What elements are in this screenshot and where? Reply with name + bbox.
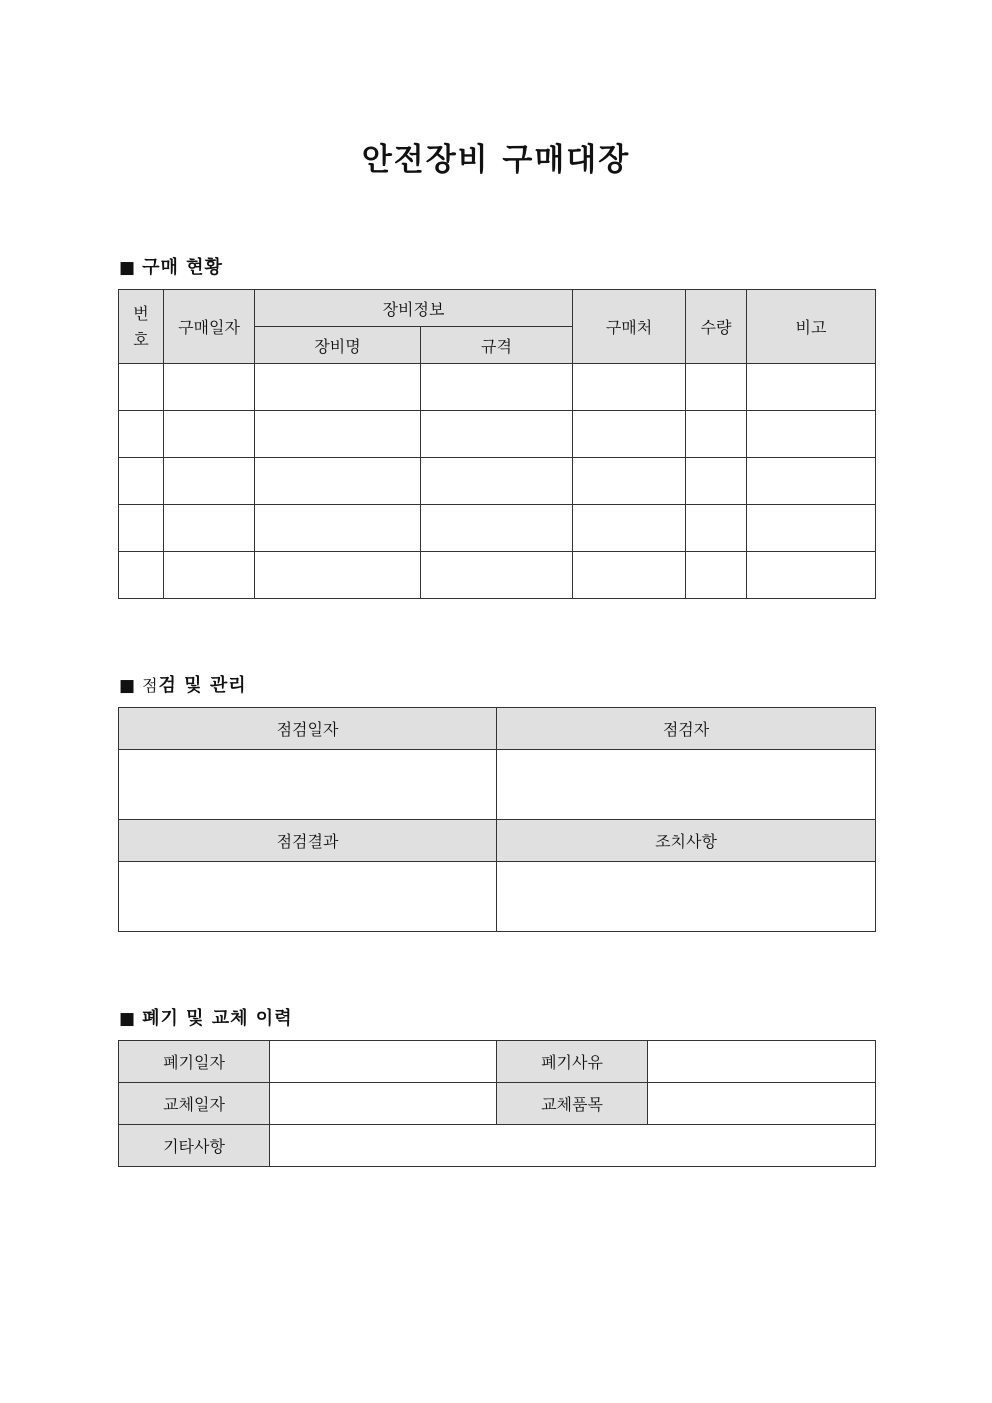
inspection-table	[118, 707, 876, 932]
cell-no[interactable]	[119, 458, 164, 505]
cell-equipment-name[interactable]	[255, 552, 421, 599]
table-row	[119, 458, 876, 505]
replacement-date-field[interactable]	[270, 1083, 497, 1125]
cell-quantity[interactable]	[686, 505, 747, 552]
cell-no[interactable]	[119, 505, 164, 552]
inspection-result-label: 점검결과	[119, 820, 497, 862]
section-heading-purchase	[119, 253, 223, 279]
inspection-date-field[interactable]	[119, 750, 497, 820]
cell-equipment-name[interactable]	[255, 458, 421, 505]
other-notes-field[interactable]	[270, 1125, 876, 1167]
other-notes-label: 기타사항	[119, 1125, 270, 1167]
section-heading-inspection-label: 검 및 관리	[158, 675, 247, 696]
cell-purchase-date[interactable]	[164, 411, 255, 458]
col-header-spec: 규격	[421, 327, 573, 364]
cell-spec[interactable]	[421, 458, 573, 505]
replacement-item-label: 교체품목	[497, 1083, 648, 1125]
disposal-reason-label: 폐기사유	[497, 1041, 648, 1083]
cell-spec[interactable]	[421, 505, 573, 552]
action-taken-label: 조치사항	[497, 820, 876, 862]
col-header-equipment-info: 장비정보	[255, 290, 573, 327]
cell-no[interactable]	[119, 552, 164, 599]
cell-purchase-date[interactable]	[164, 364, 255, 411]
col-header-quantity: 수량	[686, 290, 747, 364]
table-row	[119, 505, 876, 552]
cell-vendor[interactable]	[573, 364, 686, 411]
cell-vendor[interactable]	[573, 411, 686, 458]
cell-equipment-name[interactable]	[255, 505, 421, 552]
disposal-date-label: 폐기일자	[119, 1041, 270, 1083]
bullet-square-icon: ■	[119, 1009, 137, 1029]
cell-spec[interactable]	[421, 364, 573, 411]
disposal-reason-field[interactable]	[648, 1041, 876, 1083]
cell-quantity[interactable]	[686, 411, 747, 458]
section-heading-inspection-prefix: 점	[142, 676, 159, 695]
col-header-purchase-date: 구매일자	[164, 290, 255, 364]
section-heading-inspection	[119, 671, 247, 697]
page-title: 안전장비 구매대장	[361, 142, 631, 178]
cell-vendor[interactable]	[573, 458, 686, 505]
replacement-date-label: 교체일자	[119, 1083, 270, 1125]
table-row	[119, 364, 876, 411]
inspection-date-label: 점검일자	[119, 708, 497, 750]
table-row	[119, 411, 876, 458]
col-header-note: 비고	[747, 290, 876, 364]
purchase-table	[118, 289, 876, 599]
cell-quantity[interactable]	[686, 552, 747, 599]
cell-spec[interactable]	[421, 411, 573, 458]
cell-equipment-name[interactable]	[255, 411, 421, 458]
cell-purchase-date[interactable]	[164, 458, 255, 505]
cell-equipment-name[interactable]	[255, 364, 421, 411]
cell-no[interactable]	[119, 411, 164, 458]
col-header-no: 번호	[119, 290, 164, 364]
cell-purchase-date[interactable]	[164, 552, 255, 599]
cell-note[interactable]	[747, 411, 876, 458]
cell-note[interactable]	[747, 364, 876, 411]
section-heading-disposal	[119, 1004, 293, 1030]
col-header-vendor: 구매처	[573, 290, 686, 364]
col-header-equipment-name: 장비명	[255, 327, 421, 364]
bullet-square-icon: ■	[119, 676, 137, 696]
cell-spec[interactable]	[421, 552, 573, 599]
inspection-result-field[interactable]	[119, 862, 497, 932]
cell-note[interactable]	[747, 505, 876, 552]
bullet-square-icon: ■	[119, 258, 137, 278]
cell-note[interactable]	[747, 552, 876, 599]
cell-vendor[interactable]	[573, 505, 686, 552]
disposal-date-field[interactable]	[270, 1041, 497, 1083]
cell-no[interactable]	[119, 364, 164, 411]
cell-purchase-date[interactable]	[164, 505, 255, 552]
inspector-field[interactable]	[497, 750, 876, 820]
replacement-item-field[interactable]	[648, 1083, 876, 1125]
inspector-label: 점검자	[497, 708, 876, 750]
cell-quantity[interactable]	[686, 364, 747, 411]
section-heading-disposal-label: 폐기 및 교체 이력	[142, 1008, 293, 1029]
disposal-table	[118, 1040, 876, 1167]
section-heading-purchase-label: 구매 현황	[142, 257, 223, 278]
table-row	[119, 552, 876, 599]
action-taken-field[interactable]	[497, 862, 876, 932]
cell-note[interactable]	[747, 458, 876, 505]
cell-vendor[interactable]	[573, 552, 686, 599]
cell-quantity[interactable]	[686, 458, 747, 505]
